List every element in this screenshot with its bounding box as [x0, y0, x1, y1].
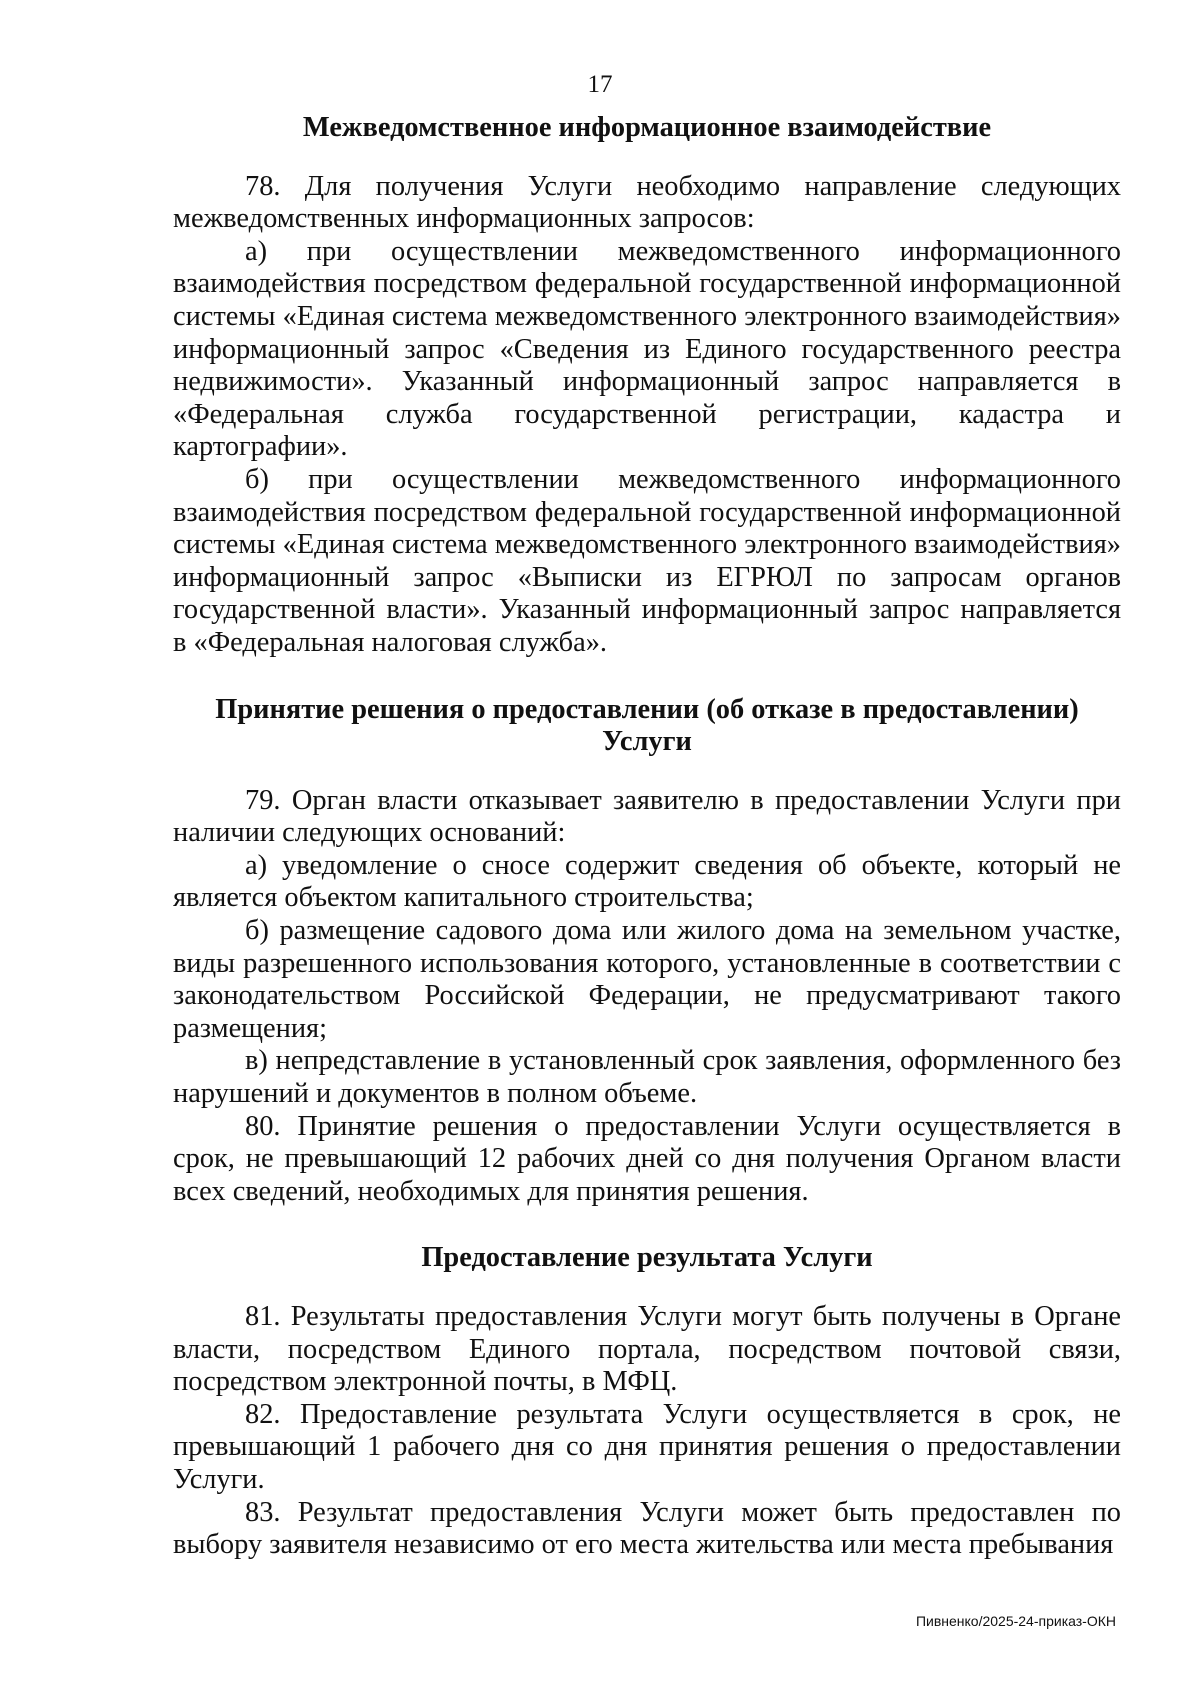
- section-heading-decision: Принятие решения о предоставлении (об отказе в предоставлении) Услуги: [215, 693, 1079, 758]
- paragraph-78a: а) при осуществлении межведомственного информационного взаимодействия посредством федеральной государственной информационной системы «Единая система межведомственного электронного взаимодействия» информационный запрос «Сведения из Единого государственного реестра недвижимости». Указанный информационный запрос направляется в «Федеральная служба государственной регистрации, кадастра и картографии».: [173, 235, 1121, 463]
- document-footer-code: Пивненко/2025-24-приказ-ОКН: [915, 1613, 1116, 1629]
- section-heading-result: Предоставление результата Услуги: [421, 1242, 873, 1274]
- paragraph-82: 82. Предоставление результата Услуги осуществляется в срок, не превышающий 1 рабочего дня со дня принятия решения о предоставлении Услуги.: [173, 1398, 1121, 1495]
- paragraph-79a: а) уведомление о сносе содержит сведения об объекте, который не является объектом капитального строительства;: [173, 849, 1121, 914]
- paragraph-78: 78. Для получения Услуги необходимо направление следующих межведомственных информационных запросов:: [173, 170, 1121, 235]
- paragraph-79c: в) непредставление в установленный срок заявления, оформленного без нарушений и документов в полном объеме.: [173, 1045, 1121, 1110]
- paragraph-83: 83. Результат предоставления Услуги может быть предоставлен по выбору заявителя независимо от его места жительства или места пребывания: [173, 1496, 1121, 1561]
- section-heading-interagency: Межведомственное информационное взаимодействие: [302, 112, 992, 143]
- page-number: 17: [587, 71, 613, 98]
- paragraph-80: 80. Принятие решения о предоставлении Услуги осуществляется в срок, не превышающий 12 рабочих дней со дня получения Органом власти всех сведений, необходимых для принятия решения.: [173, 1110, 1121, 1207]
- paragraph-79b: б) размещение садового дома или жилого дома на земельном участке, виды разрешенного использования которого, установленные в соответствии с законодательством Российской Федерации, не предусматривают такого размещения;: [173, 915, 1121, 1044]
- paragraph-79: 79. Орган власти отказывает заявителю в предоставлении Услуги при наличии следующих оснований:: [173, 784, 1121, 849]
- paragraph-78b: б) при осуществлении межведомственного информационного взаимодействия посредством федеральной государственной информационной системы «Единая система межведомственного электронного взаимодействия» информационный запрос «Выписки из ЕГРЮЛ по запросам органов государственной власти». Указанный информационный запрос направляется в «Федеральная налоговая служба».: [173, 463, 1121, 658]
- paragraph-81: 81. Результаты предоставления Услуги могут быть получены в Органе власти, посредством Единого портала, посредством почтовой связи, посредством электронной почты, в МФЦ.: [173, 1301, 1121, 1398]
- document-body: [173, 112, 1121, 1562]
